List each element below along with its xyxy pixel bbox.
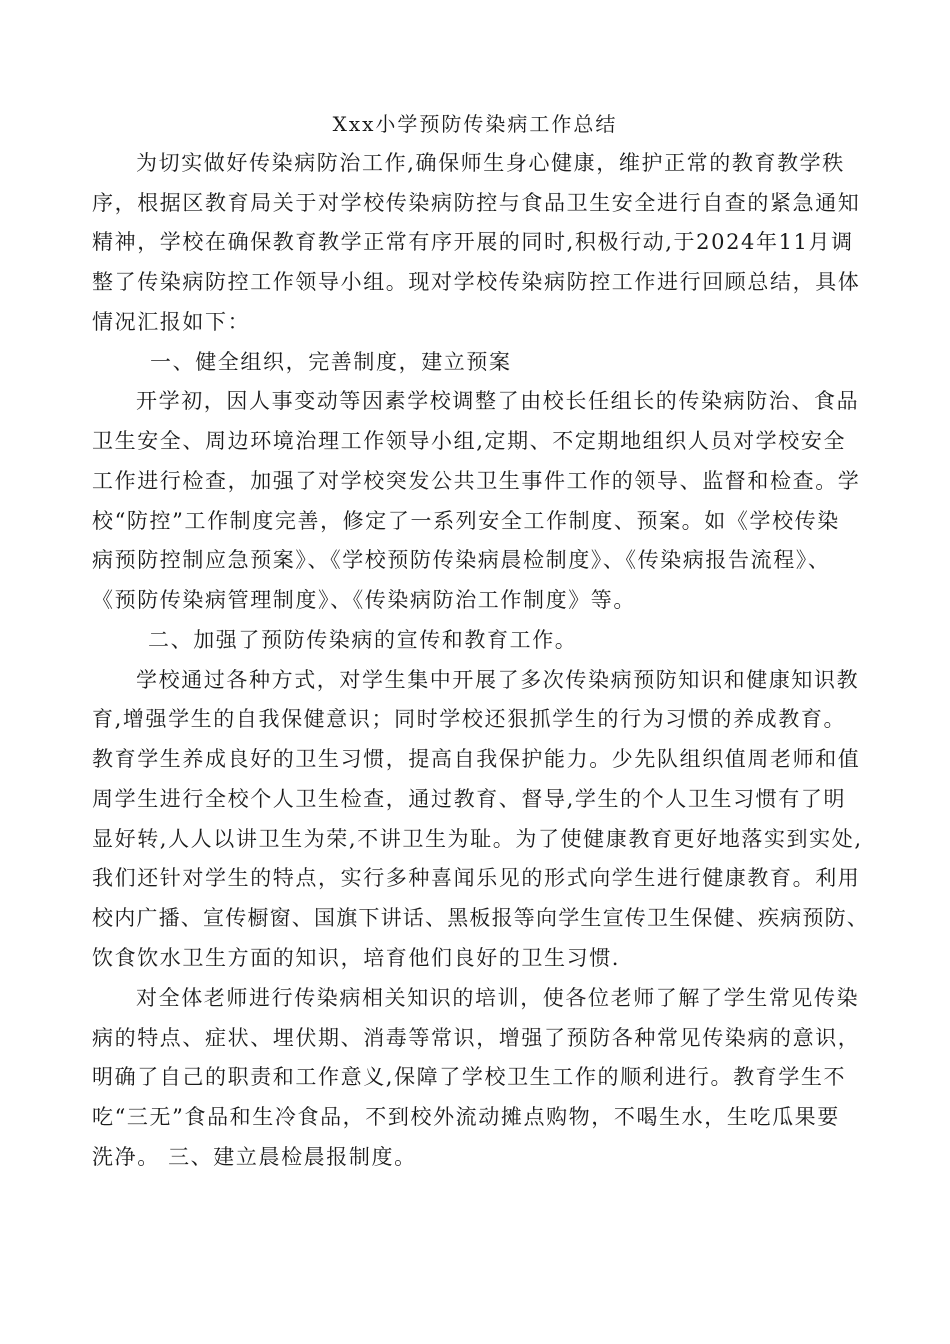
paragraph-line: 我们还针对学生的特点，实行多种喜闻乐见的形式向学生进行健康教育。利用	[92, 866, 861, 890]
paragraph-line: 为切实做好传染病防治工作,确保师生身心健康，维护正常的教育教学秩	[136, 151, 845, 175]
section-heading: 二、加强了预防传染病的宣传和教育工作。	[148, 628, 578, 652]
paragraph-line: 开学初，因人事变动等因素学校调整了由校长任组长的传染病防治、食品	[136, 389, 860, 413]
paragraph-line: 序，根据区教育局关于对学校传染病防控与食品卫生安全进行自查的紧急通知	[92, 191, 861, 215]
paragraph-line: 精神，学校在确保教育教学正常有序开展的同时,积极行动,于2024年11月调	[92, 230, 854, 254]
paragraph-line: 饮食饮水卫生方面的知识，培育他们良好的卫生习惯.	[92, 946, 621, 970]
paragraph-line: 育,增强学生的自我保健意识；同时学校还狠抓学生的行为习惯的养成教育。	[92, 707, 847, 731]
paragraph-line: 对全体老师进行传染病相关知识的培训，使各位老师了解了学生常见传染	[136, 986, 860, 1010]
paragraph-line: 情况汇报如下：	[92, 310, 251, 334]
paragraph-line: 《预防传染病管理制度》、《传染病防治工作制度》等。	[92, 588, 636, 612]
section-heading: 一、健全组织，完善制度，建立预案	[150, 350, 512, 374]
paragraph-line: 卫生安全、周边环境治理工作领导小组,定期、不定期地组织人员对学校安全	[92, 429, 847, 453]
paragraph-line: 校内广播、宣传橱窗、国旗下讲话、黑板报等向学生宣传卫生保健、疾病预防、	[92, 906, 869, 930]
paragraph-line: 病的特点、症状、埋伏期、消毒等常识，增强了预防各种常见传染病的意识，	[92, 1026, 861, 1050]
paragraph-line: 工作进行检查，加强了对学校突发公共卫生事件工作的领导、监督和检查。学	[92, 469, 861, 493]
paragraph-line: 病预防控制应急预案》、《学校预防传染病晨检制度》、《传染病报告流程》、	[92, 548, 831, 572]
document-title: Xxx小学预防传染病工作总结	[332, 112, 618, 136]
paragraph-line: 学校通过各种方式，对学生集中开展了多次传染病预防知识和健康知识教	[136, 668, 860, 692]
paragraph-line: 显好转,人人以讲卫生为荣,不讲卫生为耻。为了使健康教育更好地落实到实处,	[92, 827, 863, 851]
paragraph-line: 吃“三无”食品和生冷食品，不到校外流动摊点购物，不喝生水，生吃瓜果要	[92, 1105, 840, 1129]
paragraph-line: 教育学生养成良好的卫生习惯，提高自我保护能力。少先队组织值周老师和值	[92, 747, 861, 771]
paragraph-line: 洗净。 三、建立晨检晨报制度。	[92, 1145, 417, 1169]
paragraph-line: 周学生进行全校个人卫生检查，通过教育、督导,学生的个人卫生习惯有了明	[92, 787, 847, 811]
paragraph-line: 校“防控”工作制度完善，修定了一系列安全工作制度、预案。如《学校传染	[92, 509, 840, 533]
paragraph-line: 明确了自己的职责和工作意义,保障了学校卫生工作的顺利进行。教育学生不	[92, 1065, 847, 1089]
paragraph-line: 整了传染病防控工作领导小组。现对学校传染病防控工作进行回顾总结，具体	[92, 270, 861, 294]
